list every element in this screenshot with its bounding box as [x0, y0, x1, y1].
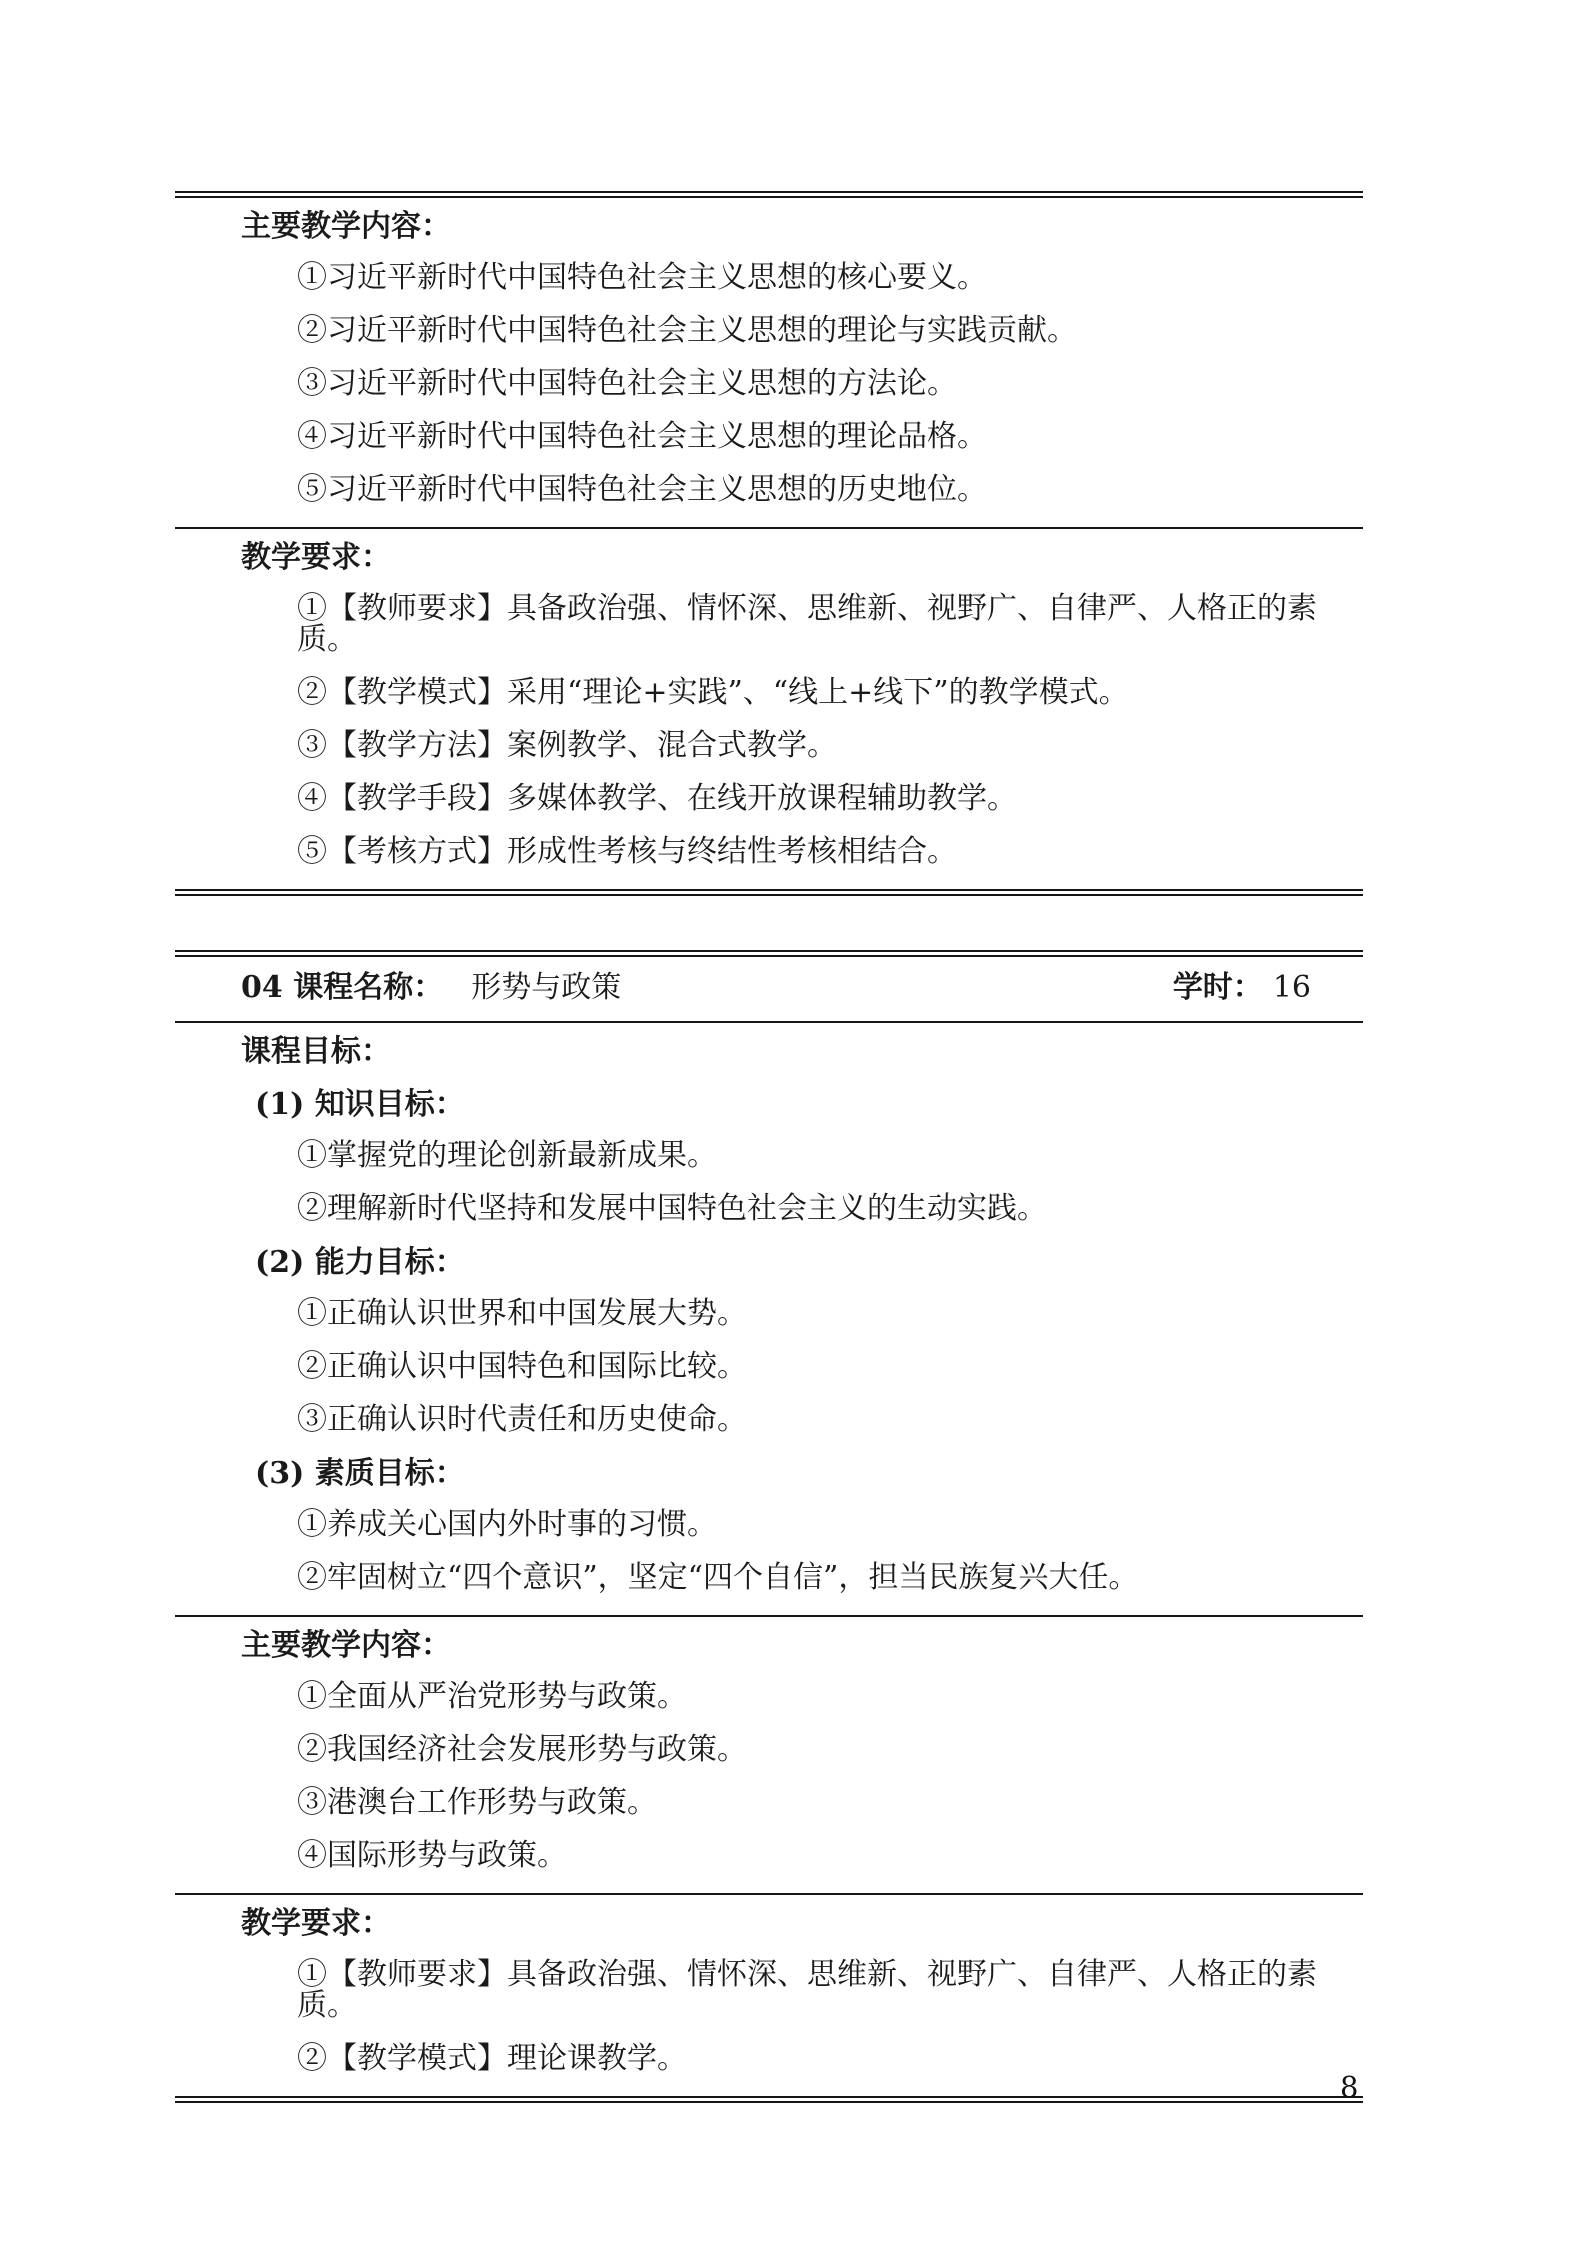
course-hours — [1173, 969, 1363, 1007]
teaching-requirements-list — [175, 593, 1363, 867]
objective-group-list — [175, 1140, 1363, 1224]
list-item: ③港澳台工作形势与政策。 — [297, 1785, 657, 1820]
list-item: ②我国经济社会发展形势与政策。 — [297, 1732, 747, 1767]
teaching-content-heading: 主要教学内容： — [241, 209, 451, 244]
teaching-content-heading: 主要教学内容： — [241, 1628, 451, 1663]
list-item: ①习近平新时代中国特色社会主义思想的核心要义。 — [297, 260, 987, 295]
list-item: ③正确认识时代责任和历史使命。 — [297, 1402, 747, 1437]
list-item: ②理解新时代坚持和发展中国特色社会主义的生动实践。 — [297, 1191, 1047, 1226]
list-item: ①【教师要求】具备政治强、情怀深、思维新、视野广、自律严、人格正的素质。 — [297, 591, 1317, 657]
objective-group-label: (2) 能力目标： — [255, 1245, 465, 1280]
divider-single — [175, 1893, 1363, 1895]
list-item: ①掌握党的理论创新最新成果。 — [297, 1138, 717, 1173]
objective-group-label: (3) 素质目标： — [255, 1456, 465, 1491]
hours-value: 16 — [1272, 970, 1311, 1005]
teaching-requirements-list — [175, 1959, 1363, 2074]
divider-double-top — [175, 191, 1363, 198]
list-item: ②正确认识中国特色和国际比较。 — [297, 1349, 747, 1384]
course-name: 形势与政策 — [471, 970, 622, 1005]
list-item: ②习近平新时代中国特色社会主义思想的理论与实践贡献。 — [297, 313, 1077, 348]
course-title — [175, 969, 621, 1007]
divider-single — [175, 1615, 1363, 1617]
course-objectives-heading: 课程目标： — [241, 1034, 391, 1069]
course-header-row — [175, 969, 1363, 1007]
list-item: ①全面从严治党形势与政策。 — [297, 1679, 687, 1714]
list-item: ④国际形势与政策。 — [297, 1838, 567, 1873]
list-item: ②【教学模式】采用“理论+实践”、“线上+线下”的教学模式。 — [297, 675, 1129, 710]
list-item: ③【教学方法】案例教学、混合式教学。 — [297, 728, 837, 763]
list-item: ⑤习近平新时代中国特色社会主义思想的历史地位。 — [297, 472, 987, 507]
divider-double-course-top — [175, 950, 1363, 957]
hours-label: 学时： — [1172, 970, 1263, 1005]
teaching-requirements-heading: 教学要求： — [241, 540, 391, 575]
content-area — [175, 0, 1363, 2103]
course-number-label: 04 课程名称： — [241, 970, 444, 1005]
teaching-content-list — [175, 262, 1363, 505]
objective-group-label: (1) 知识目标： — [255, 1087, 465, 1122]
teaching-requirements-heading: 教学要求： — [241, 1906, 391, 1941]
list-item: ①养成关心国内外时事的习惯。 — [297, 1507, 717, 1542]
list-item: ④【教学手段】多媒体教学、在线开放课程辅助教学。 — [297, 781, 1017, 816]
list-item: ③习近平新时代中国特色社会主义思想的方法论。 — [297, 366, 957, 401]
divider-double-bottom — [175, 889, 1363, 896]
list-item: ⑤【考核方式】形成性考核与终结性考核相结合。 — [297, 834, 957, 869]
divider-double-page-bottom — [175, 2096, 1363, 2103]
list-item: ①【教师要求】具备政治强、情怀深、思维新、视野广、自律严、人格正的素质。 — [297, 1957, 1317, 2023]
divider-single — [175, 1021, 1363, 1023]
teaching-content-list — [175, 1681, 1363, 1871]
list-item: ②【教学模式】理论课教学。 — [297, 2041, 687, 2076]
list-item: ②牢固树立“四个意识”，坚定“四个自信”，担当民族复兴大任。 — [297, 1560, 1139, 1595]
divider-single — [175, 527, 1363, 529]
objective-group-list — [175, 1509, 1363, 1593]
list-item: ④习近平新时代中国特色社会主义思想的理论品格。 — [297, 419, 987, 454]
list-item: ①正确认识世界和中国发展大势。 — [297, 1296, 747, 1331]
objective-group-list — [175, 1298, 1363, 1435]
page-number: 8 — [1340, 2070, 1359, 2104]
